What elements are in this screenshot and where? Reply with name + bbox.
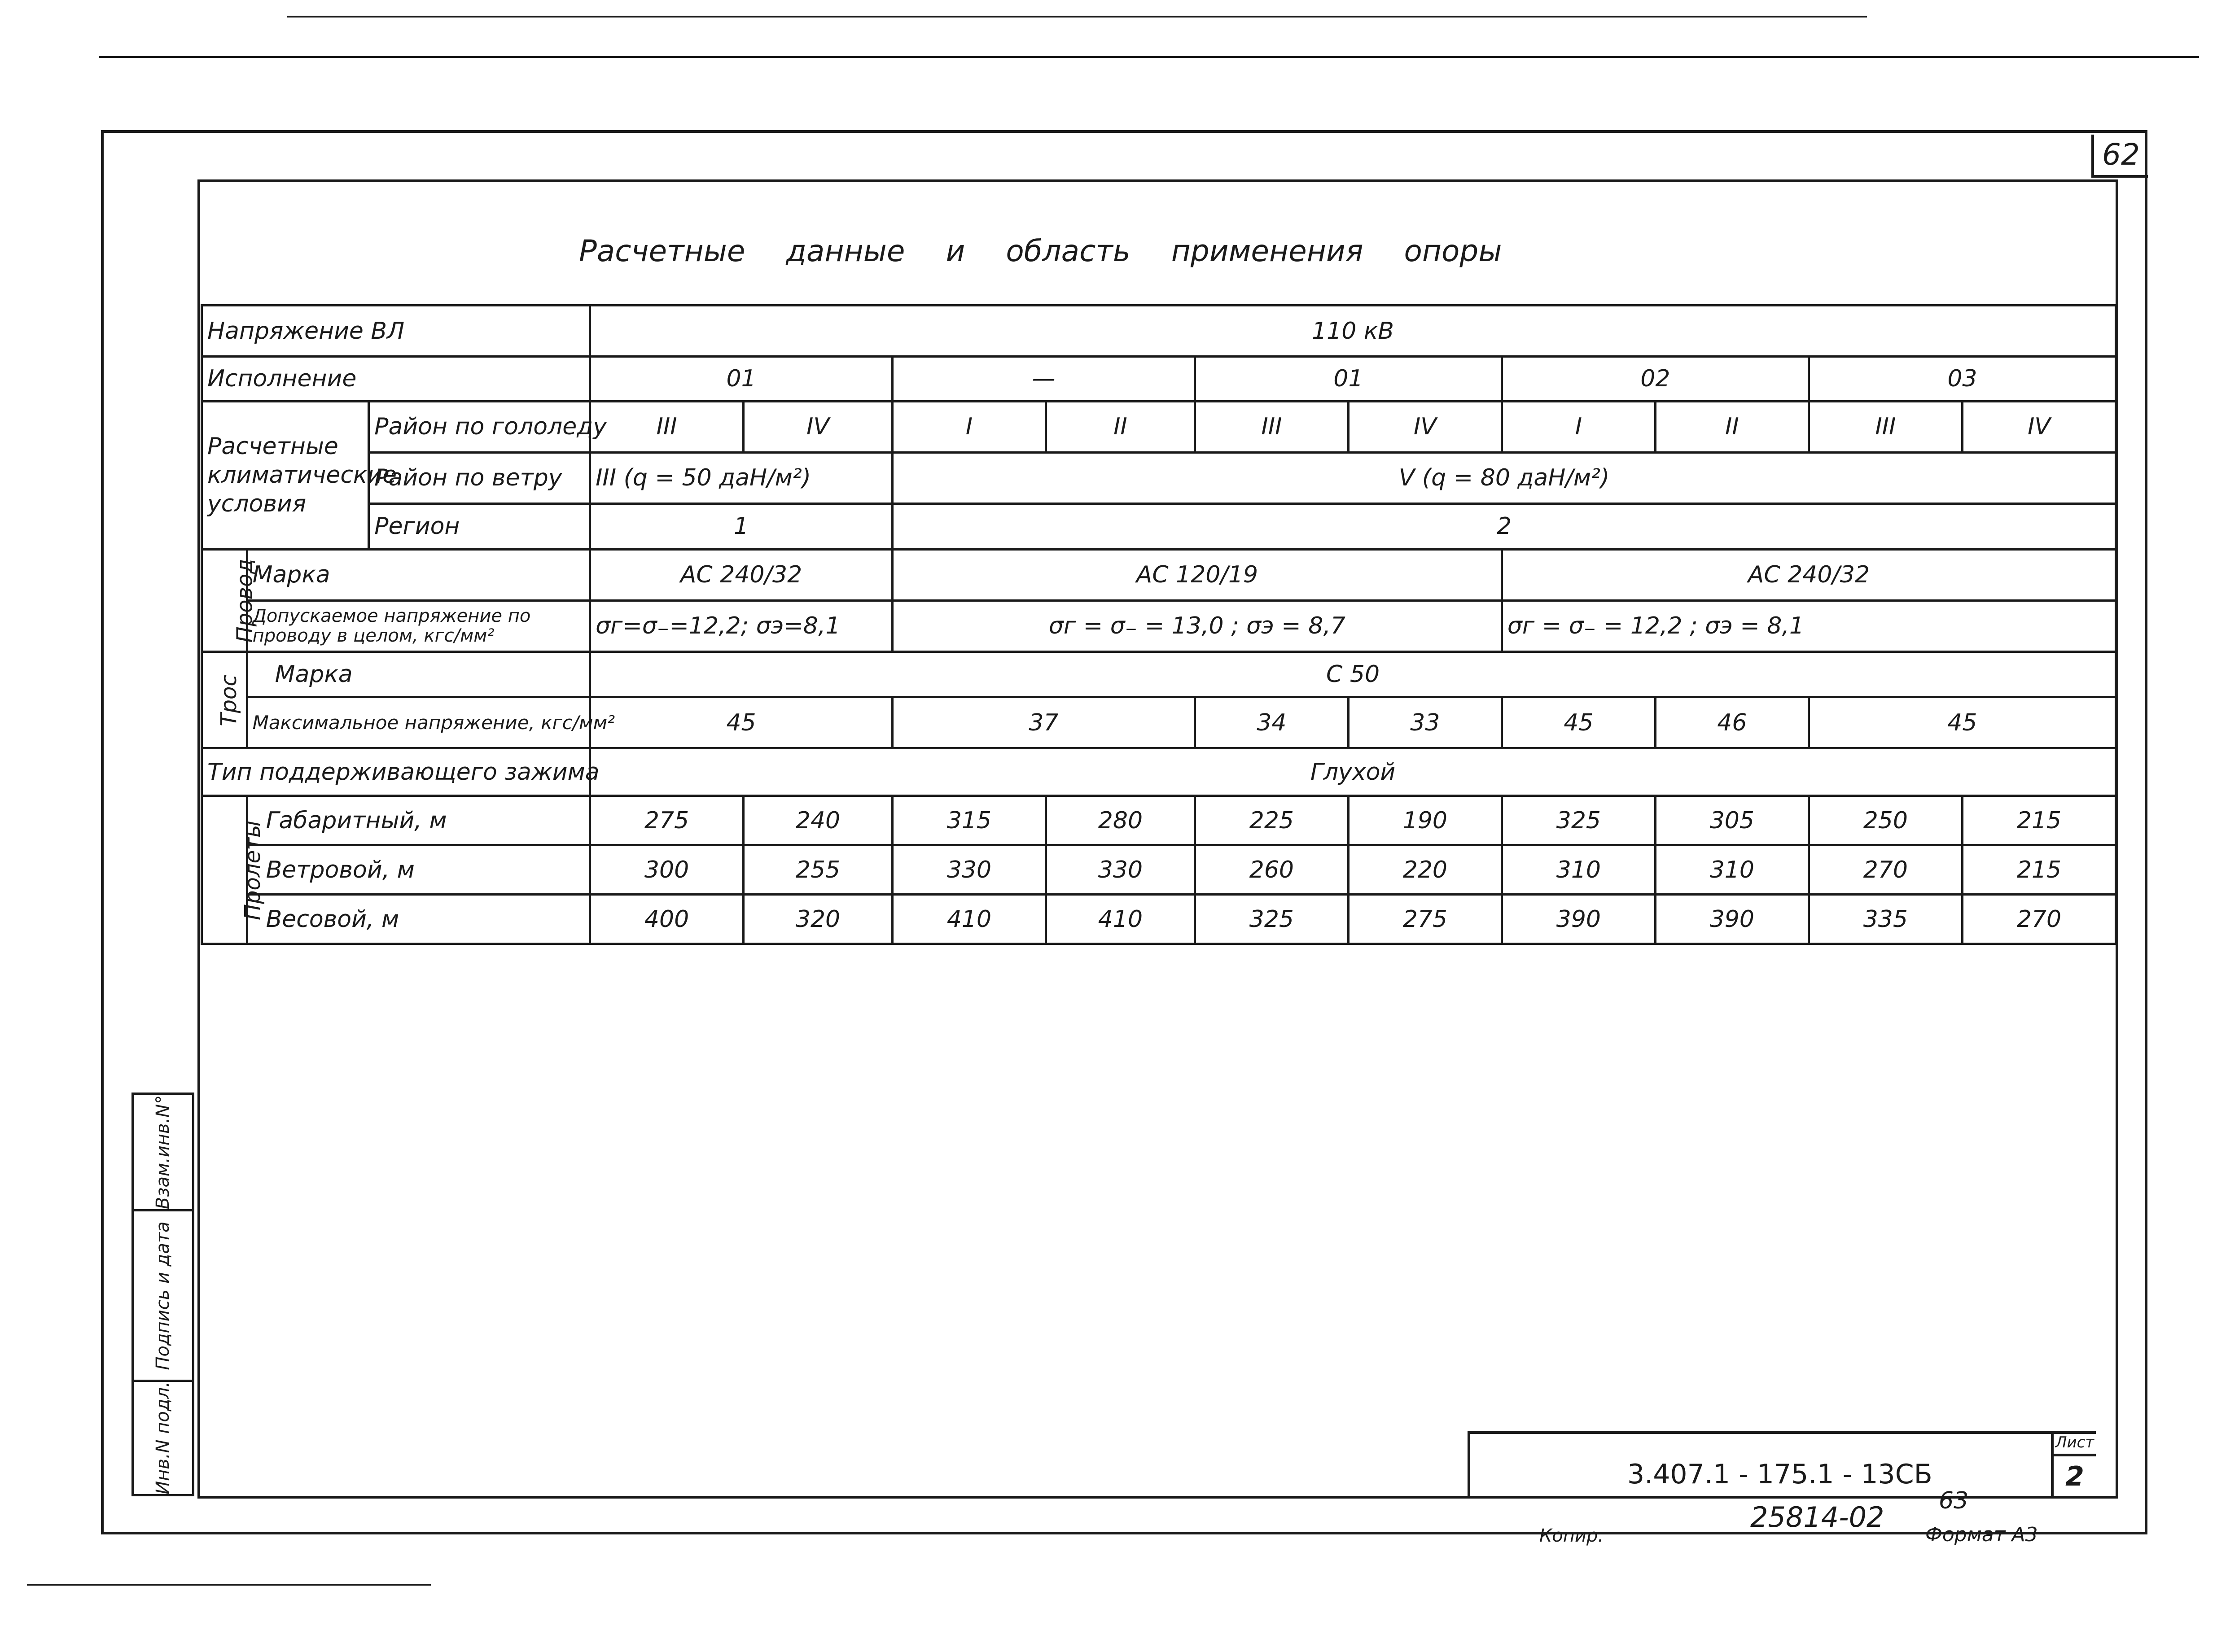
stamp-sign-date: Подпись и дата: [134, 1211, 192, 1382]
ice-value: I: [1502, 401, 1655, 452]
span-weight-value: 270: [1962, 895, 2116, 944]
span-gabarit-value: 215: [1962, 796, 2116, 845]
ice-value: IV: [1348, 401, 1502, 452]
climate-group-label: Расчетные климатические условия: [202, 401, 369, 549]
cable-stress-value: 34: [1195, 697, 1348, 748]
span-wind-value: 270: [1809, 845, 1962, 895]
span-gabarit-value: 315: [892, 796, 1046, 845]
row-span-wind: [202, 845, 2116, 895]
span-weight-value: 390: [1655, 895, 1809, 944]
format-label: Формат А3: [1925, 1523, 2038, 1546]
ice-value: II: [1655, 401, 1809, 452]
cable-group-label: Трос: [202, 651, 247, 748]
wire-brand-value: АС 240/32: [1502, 549, 2116, 600]
ice-value: I: [892, 401, 1046, 452]
ice-value: IV: [1962, 401, 2116, 452]
row-wire-stress: [202, 600, 2116, 651]
span-gabarit-label: Габаритный, м: [247, 796, 590, 845]
row-execution: [202, 357, 2116, 402]
design-data-table: [201, 304, 2117, 945]
span-weight-value: 325: [1195, 895, 1348, 944]
row-span-weight: [202, 895, 2116, 944]
voltage-value: 110 кВ: [590, 306, 2116, 357]
span-weight-value: 335: [1809, 895, 1962, 944]
span-wind-value: 220: [1348, 845, 1502, 895]
row-voltage: [202, 306, 2116, 357]
span-gabarit-value: 250: [1809, 796, 1962, 845]
span-wind-value: 330: [892, 845, 1046, 895]
span-wind-value: 310: [1502, 845, 1655, 895]
span-weight-value: 275: [1348, 895, 1502, 944]
spans-group-label: Пролеты: [202, 796, 247, 944]
span-gabarit-value: 325: [1502, 796, 1655, 845]
document-code: 3.407.1 - 175.1 - 13СБ: [1627, 1459, 1932, 1490]
span-gabarit-value: 275: [590, 796, 744, 845]
row-ice-region: [202, 401, 2116, 452]
cable-stress-value: 45: [1809, 697, 2116, 748]
ice-value: III: [590, 401, 744, 452]
wire-stress-label: Допускаемое напряжение по проводу в целом, кгс/мм²: [247, 600, 590, 651]
span-gabarit-value: 280: [1046, 796, 1195, 845]
top-edge-line-2: [99, 56, 2199, 58]
span-wind-value: 310: [1655, 845, 1809, 895]
span-wind-value: 300: [590, 845, 744, 895]
copied-mark: Копир.: [1539, 1525, 1604, 1546]
wire-brand-value: АС 240/32: [590, 549, 893, 600]
stamp-inv-replace: Взам.инв.N°: [134, 1095, 192, 1211]
span-weight-value: 410: [1046, 895, 1195, 944]
span-wind-label: Ветровой, м: [247, 845, 590, 895]
execution-value: 02: [1502, 357, 1809, 402]
span-gabarit-value: 240: [744, 796, 893, 845]
ice-label: Район по гололеду: [369, 401, 590, 452]
span-weight-label: Весовой, м: [247, 895, 590, 944]
row-cable-brand: [202, 651, 2116, 697]
row-region: [202, 503, 2116, 549]
execution-value: —: [892, 357, 1195, 402]
sheet-number: 2: [2065, 1461, 2084, 1492]
cable-stress-value: 46: [1655, 697, 1809, 748]
wire-group-label: Провод: [202, 549, 247, 651]
span-wind-value: 330: [1046, 845, 1195, 895]
top-edge-line: [287, 16, 1867, 17]
execution-value: 01: [1195, 357, 1502, 402]
cable-stress-value: 33: [1348, 697, 1502, 748]
cable-brand-label: Марка: [247, 651, 590, 697]
span-weight-value: 400: [590, 895, 744, 944]
row-wind-region: [202, 452, 2116, 503]
span-weight-value: 410: [892, 895, 1046, 944]
span-wind-value: 215: [1962, 845, 2116, 895]
cable-brand-value: С 50: [590, 651, 2116, 697]
wind-region-value: III (q = 50 даН/м²): [590, 452, 893, 503]
wire-stress-value: σг = σ₋ = 13,0 ; σэ = 8,7: [892, 600, 1502, 651]
region-label: Регион: [369, 503, 590, 549]
title-block: [1468, 1431, 2096, 1499]
cable-stress-value: 45: [590, 697, 893, 748]
wire-brand-value: АС 120/19: [892, 549, 1502, 600]
region-value: 1: [590, 503, 893, 549]
wire-brand-label: Марка: [247, 549, 590, 600]
span-weight-value: 390: [1502, 895, 1655, 944]
ice-value: IV: [744, 401, 893, 452]
page-title: Расчетные данные и область применения опоры: [579, 234, 1502, 268]
sheet-label: Лист: [2054, 1431, 2096, 1456]
bottom-edge-line: [27, 1584, 431, 1586]
ice-value: III: [1809, 401, 1962, 452]
wind-region-value: V (q = 80 даН/м²): [892, 452, 2116, 503]
doc-reference: 25814-02: [1750, 1501, 1884, 1534]
region-value: 2: [892, 503, 2116, 549]
cable-stress-value: 37: [892, 697, 1195, 748]
execution-value: 01: [590, 357, 893, 402]
wind-region-label: Район по ветру: [369, 452, 590, 503]
doc-reference-page: 63: [1939, 1487, 1969, 1514]
row-wire-brand: [202, 549, 2116, 600]
ice-value: III: [1195, 401, 1348, 452]
wire-stress-value: σг=σ₋=12,2; σэ=8,1: [590, 600, 893, 651]
span-wind-value: 255: [744, 845, 893, 895]
cable-stress-label: Максимальное напряжение, кгс/мм²: [247, 697, 590, 748]
ice-value: II: [1046, 401, 1195, 452]
clamp-value: Глухой: [590, 748, 2116, 796]
side-stamp: [131, 1093, 194, 1496]
span-gabarit-value: 190: [1348, 796, 1502, 845]
voltage-label: Напряжение ВЛ: [202, 306, 590, 357]
span-wind-value: 260: [1195, 845, 1348, 895]
span-weight-value: 320: [744, 895, 893, 944]
span-gabarit-value: 225: [1195, 796, 1348, 845]
page-number: 62: [2091, 135, 2148, 178]
execution-label: Исполнение: [202, 357, 590, 402]
wire-stress-value: σг = σ₋ = 12,2 ; σэ = 8,1: [1502, 600, 2116, 651]
row-clamp-type: [202, 748, 2116, 796]
stamp-inv-orig: Инв.N подл.: [153, 1381, 173, 1495]
span-gabarit-value: 305: [1655, 796, 1809, 845]
row-span-gabarit: [202, 796, 2116, 845]
clamp-label: Тип поддерживающего зажима: [202, 748, 590, 796]
execution-value: 03: [1809, 357, 2116, 402]
cable-stress-value: 45: [1502, 697, 1655, 748]
sheet-box: [2051, 1431, 2096, 1499]
row-cable-stress: [202, 697, 2116, 748]
